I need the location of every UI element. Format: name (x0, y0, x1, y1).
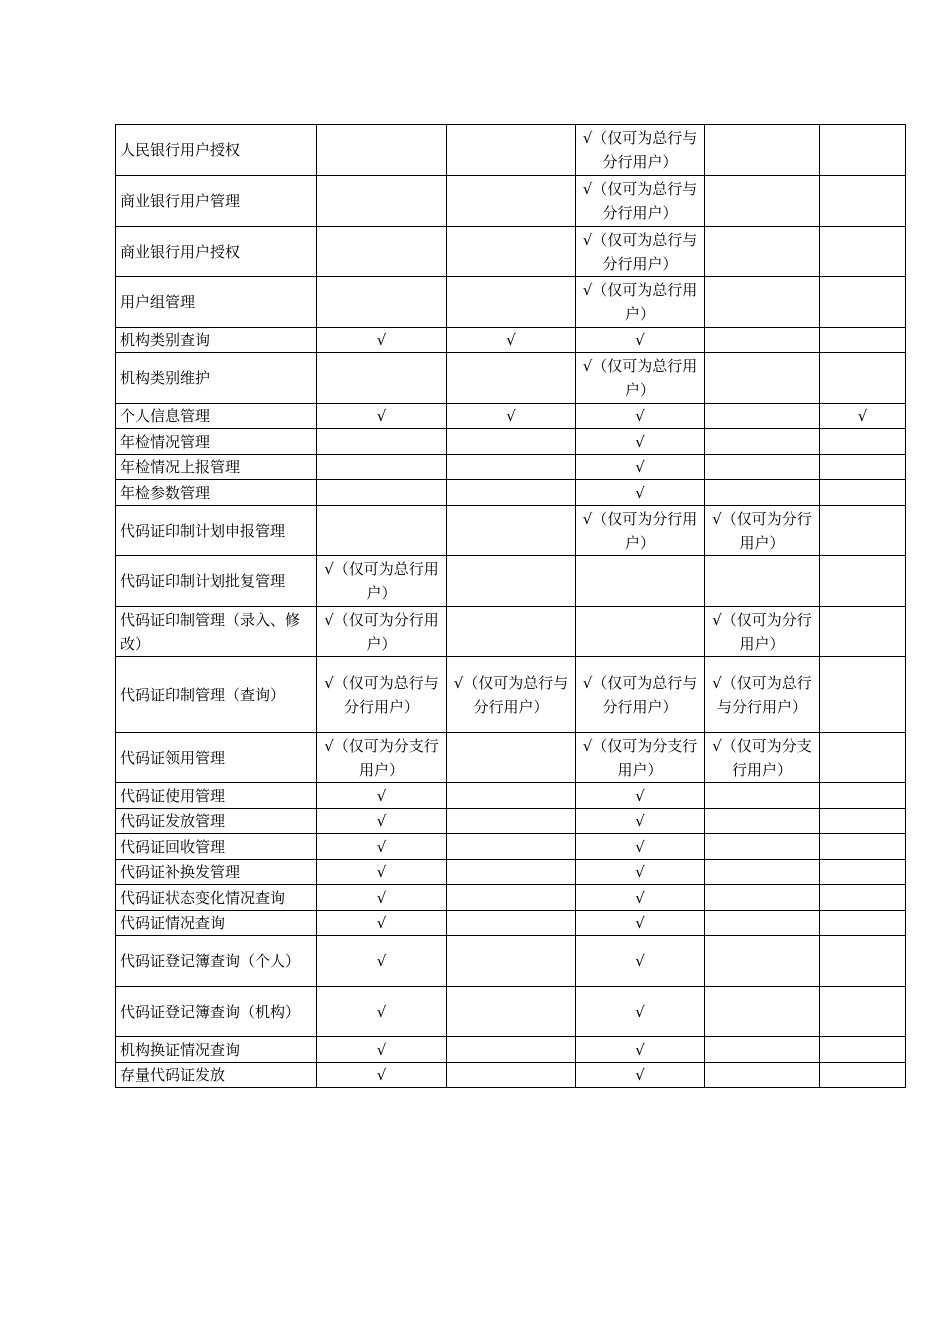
permission-cell (447, 860, 576, 885)
permission-cell: √ (576, 455, 705, 480)
permission-cell (317, 506, 447, 556)
permission-cell (820, 936, 906, 987)
permission-cell (705, 809, 820, 834)
permission-cell (447, 125, 576, 176)
function-name-cell: 代码证领用管理 (116, 733, 317, 783)
permission-cell: √ (576, 911, 705, 936)
permission-cell (447, 834, 576, 860)
permission-cell: √（仅可为总行与分行用户） (447, 657, 576, 733)
permission-cell: √ (576, 834, 705, 860)
function-name-cell: 人民银行用户授权 (116, 125, 317, 176)
permission-cell (447, 936, 576, 987)
permission-cell (820, 277, 906, 328)
permission-cell (820, 556, 906, 607)
table-row (116, 125, 906, 176)
permission-cell: √ (317, 1037, 447, 1063)
table-row (116, 733, 906, 783)
permission-cell (820, 125, 906, 176)
permission-cell: √（仅可为分支行用户） (705, 733, 820, 783)
function-name-cell: 年检情况上报管理 (116, 455, 317, 480)
permission-cell (447, 783, 576, 809)
permission-cell: √（仅可为总行用户） (576, 277, 705, 328)
permission-cell: √（仅可为总行与分行用户） (576, 227, 705, 277)
function-name-cell: 代码证回收管理 (116, 834, 317, 860)
table-row (116, 277, 906, 328)
permission-cell: √（仅可为总行与分行用户） (317, 657, 447, 733)
permission-cell: √ (317, 328, 447, 353)
permission-cell (317, 125, 447, 176)
permission-cell (447, 353, 576, 404)
permission-cell (447, 911, 576, 936)
permission-cell: √（仅可为分支行用户） (317, 733, 447, 783)
table-row (116, 607, 906, 657)
permission-cell (447, 607, 576, 657)
table-row (116, 227, 906, 277)
permission-cell: √ (317, 936, 447, 987)
permission-cell (447, 1037, 576, 1063)
permission-cell: √（仅可为分行用户） (705, 607, 820, 657)
table-row (116, 176, 906, 227)
permission-cell (447, 809, 576, 834)
permission-cell (820, 809, 906, 834)
function-name-cell: 商业银行用户管理 (116, 176, 317, 227)
table-row (116, 506, 906, 556)
function-name-cell: 机构类别维护 (116, 353, 317, 404)
permission-cell (820, 911, 906, 936)
permission-cell (820, 227, 906, 277)
table-row (116, 480, 906, 506)
permission-cell (317, 277, 447, 328)
permission-cell (705, 480, 820, 506)
permission-cell (820, 733, 906, 783)
permission-cell (447, 987, 576, 1037)
table-row (116, 987, 906, 1037)
function-name-cell: 机构换证情况查询 (116, 1037, 317, 1063)
permission-cell: √ (447, 404, 576, 429)
permission-cell: √ (317, 885, 447, 911)
permission-cell (820, 860, 906, 885)
function-name-cell: 代码证补换发管理 (116, 860, 317, 885)
permission-cell (705, 429, 820, 455)
function-name-cell: 代码证印制计划批复管理 (116, 556, 317, 607)
permission-cell (447, 455, 576, 480)
permission-cell (447, 885, 576, 911)
permission-cell (447, 556, 576, 607)
permission-cell: √ (576, 480, 705, 506)
table-row (116, 429, 906, 455)
function-name-cell: 用户组管理 (116, 277, 317, 328)
permission-cell: √ (447, 328, 576, 353)
permission-cell (820, 885, 906, 911)
permission-cell (705, 1037, 820, 1063)
permission-cell: √ (576, 987, 705, 1037)
permission-cell (820, 176, 906, 227)
permission-cell (576, 607, 705, 657)
permission-cell (447, 1063, 576, 1088)
permission-cell (576, 556, 705, 607)
table-row (116, 1037, 906, 1063)
permission-cell (705, 936, 820, 987)
table-row (116, 657, 906, 733)
permission-cell (705, 1063, 820, 1088)
permission-cell (447, 429, 576, 455)
table-row (116, 1063, 906, 1088)
permission-cell: √（仅可为分行用户） (705, 506, 820, 556)
function-name-cell: 代码证印制管理（查询） (116, 657, 317, 733)
permission-cell (317, 429, 447, 455)
table-row (116, 455, 906, 480)
permission-cell (820, 1063, 906, 1088)
function-name-cell: 代码证登记簿查询（个人） (116, 936, 317, 987)
table-row (116, 353, 906, 404)
permission-cell: √ (576, 783, 705, 809)
permission-cell (820, 783, 906, 809)
function-name-cell: 代码证印制管理（录入、修改） (116, 607, 317, 657)
table-row (116, 783, 906, 809)
permission-cell: √ (317, 809, 447, 834)
permission-cell (447, 277, 576, 328)
function-name-cell: 年检参数管理 (116, 480, 317, 506)
function-name-cell: 代码证印制计划申报管理 (116, 506, 317, 556)
permission-table (115, 124, 906, 1088)
permission-cell (820, 429, 906, 455)
permission-cell: √（仅可为总行与分行用户） (705, 657, 820, 733)
permission-cell (820, 506, 906, 556)
permission-cell: √ (576, 936, 705, 987)
permission-cell: √ (576, 1037, 705, 1063)
permission-cell: √ (317, 1063, 447, 1088)
permission-cell (317, 353, 447, 404)
permission-cell: √ (576, 885, 705, 911)
table-row (116, 834, 906, 860)
permission-cell (820, 480, 906, 506)
function-name-cell: 代码证使用管理 (116, 783, 317, 809)
function-name-cell: 年检情况管理 (116, 429, 317, 455)
permission-cell: √（仅可为总行与分行用户） (576, 125, 705, 176)
permission-cell (820, 657, 906, 733)
table-row (116, 328, 906, 353)
permission-cell (447, 176, 576, 227)
table-row (116, 936, 906, 987)
permission-cell (705, 911, 820, 936)
permission-cell: √ (576, 404, 705, 429)
function-name-cell: 存量代码证发放 (116, 1063, 317, 1088)
permission-cell (447, 506, 576, 556)
permission-cell (705, 277, 820, 328)
permission-cell (447, 227, 576, 277)
function-name-cell: 个人信息管理 (116, 404, 317, 429)
permission-cell (705, 885, 820, 911)
permission-cell (705, 227, 820, 277)
permission-cell: √ (576, 429, 705, 455)
permission-cell (820, 328, 906, 353)
permission-cell: √ (576, 328, 705, 353)
function-name-cell: 代码证发放管理 (116, 809, 317, 834)
permission-cell: √（仅可为总行用户） (576, 353, 705, 404)
permission-cell (820, 607, 906, 657)
permission-cell (317, 455, 447, 480)
function-name-cell: 机构类别查询 (116, 328, 317, 353)
permission-cell (447, 733, 576, 783)
permission-cell: √ (317, 783, 447, 809)
permission-cell (820, 834, 906, 860)
table-row (116, 885, 906, 911)
permission-cell (317, 176, 447, 227)
permission-cell (705, 404, 820, 429)
function-name-cell: 代码证情况查询 (116, 911, 317, 936)
permission-table-body (116, 125, 906, 1088)
function-name-cell: 代码证状态变化情况查询 (116, 885, 317, 911)
permission-cell: √（仅可为总行与分行用户） (576, 176, 705, 227)
permission-cell (820, 1037, 906, 1063)
permission-cell: √ (576, 809, 705, 834)
permission-cell (705, 860, 820, 885)
permission-cell: √ (317, 987, 447, 1037)
permission-cell: √ (317, 860, 447, 885)
table-row (116, 556, 906, 607)
permission-cell: √（仅可为总行用户） (317, 556, 447, 607)
permission-cell (705, 125, 820, 176)
permission-cell (705, 455, 820, 480)
permission-cell (705, 328, 820, 353)
permission-cell (705, 556, 820, 607)
permission-cell: √ (317, 404, 447, 429)
permission-cell: √（仅可为分支行用户） (576, 733, 705, 783)
permission-cell: √ (317, 834, 447, 860)
permission-cell (317, 480, 447, 506)
permission-cell (820, 455, 906, 480)
permission-cell (820, 987, 906, 1037)
permission-cell: √（仅可为分行用户） (576, 506, 705, 556)
permission-cell (317, 227, 447, 277)
permission-cell (705, 353, 820, 404)
function-name-cell: 代码证登记簿查询（机构） (116, 987, 317, 1037)
permission-cell (705, 987, 820, 1037)
permission-cell: √ (576, 1063, 705, 1088)
permission-cell (705, 176, 820, 227)
table-row (116, 911, 906, 936)
table-row (116, 809, 906, 834)
permission-cell: √ (820, 404, 906, 429)
table-row (116, 404, 906, 429)
permission-cell: √（仅可为总行与分行用户） (576, 657, 705, 733)
function-name-cell: 商业银行用户授权 (116, 227, 317, 277)
permission-cell (705, 834, 820, 860)
table-row (116, 860, 906, 885)
permission-cell (447, 480, 576, 506)
permission-cell (820, 353, 906, 404)
permission-cell (705, 783, 820, 809)
permission-cell: √ (317, 911, 447, 936)
permission-cell: √ (576, 860, 705, 885)
permission-cell: √（仅可为分行用户） (317, 607, 447, 657)
